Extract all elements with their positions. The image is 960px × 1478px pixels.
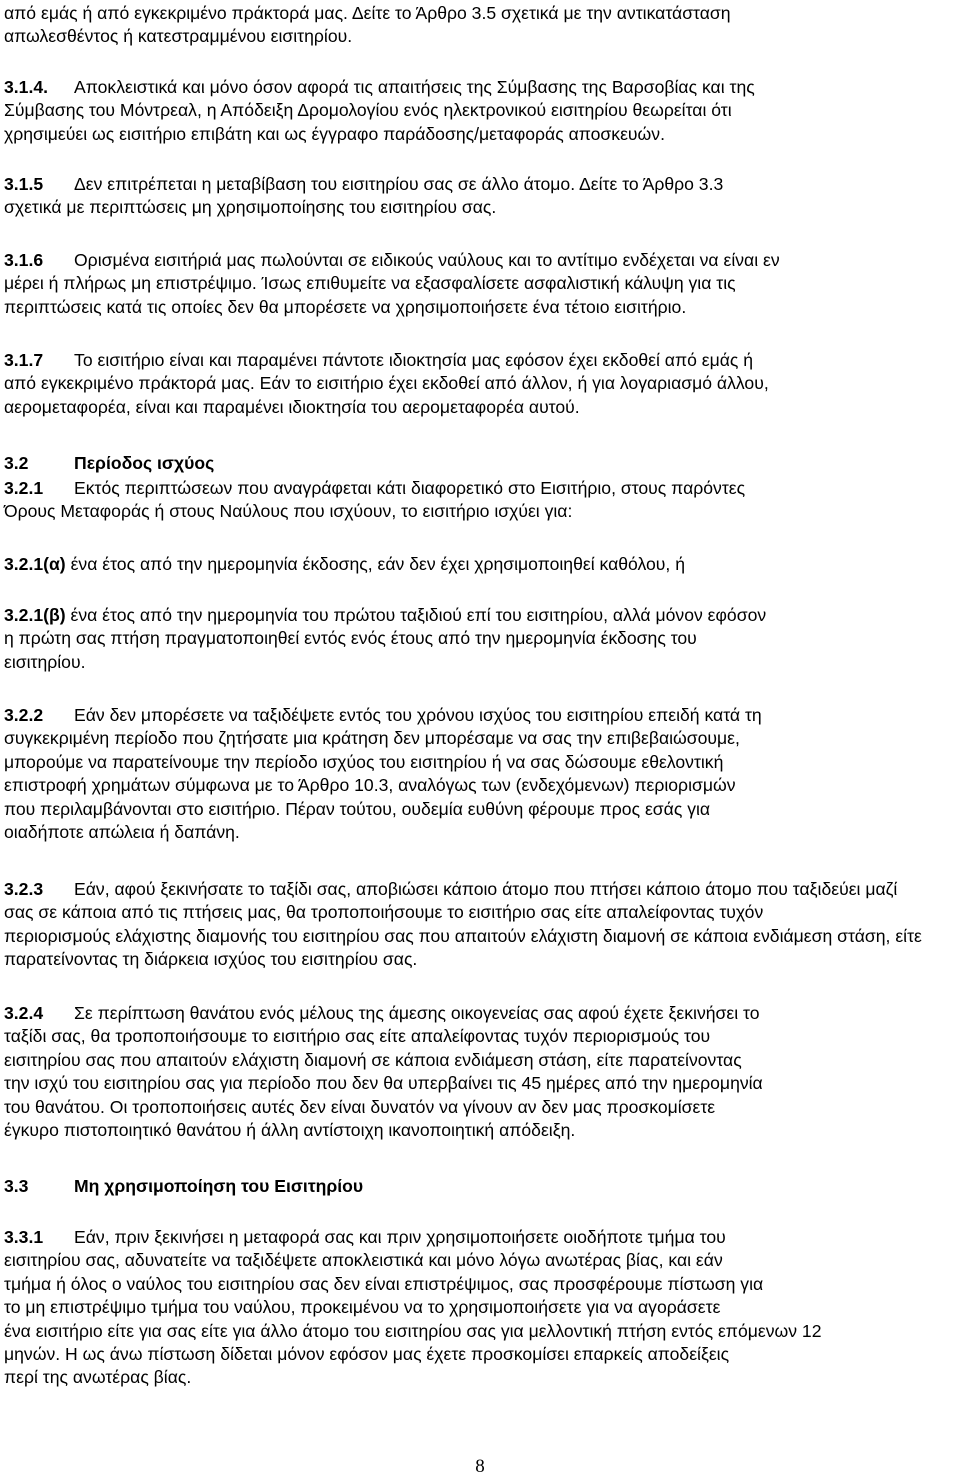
text-line: το μη επιστρέψιμο τμήμα του ναύλου, προκειμένου να το χρησιμοποιήσετε για να αγοράσετε xyxy=(4,1297,721,1318)
text-line: Εάν, πριν ξεκινήσει η μεταφορά σας και πριν χρησιμοποιήσετε οιοδήποτε τμήμα του xyxy=(74,1227,726,1247)
text-line: Σύμβασης του Μόντρεαλ, η Απόδειξη Δρομολογίου ενός ηλεκτρονικού εισιτηρίου θεωρείται ότι xyxy=(4,100,732,121)
text-line: Εάν δεν μπορέσετε να ταξιδέψετε εντός του χρόνου ισχύος του εισιτηρίου επειδή κατά τη xyxy=(74,705,762,725)
clause-number: 3.2.4 xyxy=(4,1003,44,1023)
paragraph-continuation xyxy=(4,2,954,49)
clause-number: 3.2.1 xyxy=(4,478,44,498)
text-line: η πρώτη σας πτήση πραγματοποιηθεί εντός ενός έτους από την ημερομηνία έκδοσης του xyxy=(4,628,697,649)
text-line: οιαδήποτε απώλεια ή δαπάνη. xyxy=(4,822,240,843)
section-heading-3-2 xyxy=(4,452,954,475)
text-line: περιορισμούς ελάχιστης διαμονής του εισιτηρίου σας που απαιτούν ελάχιστη διαμονή σε κάποια ενδιάμεση στάση, είτε xyxy=(4,925,922,946)
text-line: ένα έτος από την ημερομηνία του πρώτου ταξιδιού επί του εισιτηρίου, αλλά μόνον εφόσον xyxy=(70,605,767,625)
text-line: εισιτηρίου σας, αδυνατείτε να ταξιδέψετε αποκλειστικά και μόνο λόγω ανωτέρας βίας, και εάν xyxy=(4,1250,723,1271)
text-line: μπορούμε να παρατείνουμε την περίοδο ισχύος του εισιτηρίου ή να σας δώσουμε εθελοντική xyxy=(4,751,724,772)
text-line: σχετικά με περιπτώσεις μη χρησιμοποίησης του εισιτηρίου σας. xyxy=(4,197,497,218)
text-line: έγκυρο πιστοποιητικό θανάτου ή άλλη αντίστοιχη ικανοποιητική απόδειξη. xyxy=(4,1120,576,1141)
text-line: σας σε κάποια από τις πτήσεις μας, θα τροποποιήσουμε το εισιτήριο σας είτε απαλείφοντας τυχόν xyxy=(4,902,764,923)
text-line: Εάν, αφού ξεκινήσατε το ταξίδι σας, αποβιώσει κάποιο άτομο που πτήσει κάποιο άτομο που ταξιδεύει μαζί xyxy=(74,879,898,899)
clause-number: 3.2.2 xyxy=(4,705,44,725)
section-title: Περίοδος ισχύος xyxy=(74,453,215,473)
text-line: εισιτηρίου. xyxy=(4,651,86,672)
clause-3-1-7 xyxy=(4,349,954,419)
text-line: ένα έτος από την ημερομηνία έκδοσης, εάν δεν έχει χρησιμοποιηθεί καθόλου, ή xyxy=(70,554,685,574)
text-line: χρησιμεύει ως εισιτήριο επιβάτη και ως έγγραφο παράδοσης/μεταφοράς αποσκευών. xyxy=(4,123,665,144)
text-line: συγκεκριμένη περίοδο που ζητήσατε μια κράτηση δεν μπορέσαμε να σας την επιβεβαιώσουμε, xyxy=(4,728,740,749)
clause-3-3-1 xyxy=(4,1226,954,1390)
clause-number: 3.1.7 xyxy=(4,350,44,370)
text-line: του θανάτου. Οι τροποποιήσεις αυτές δεν είναι δυνατόν να γίνουν αν δεν μας προσκομίσετε xyxy=(4,1096,716,1117)
text-line: Ορισμένα εισιτήριά μας πωλούνται σε ειδικούς ναύλους και το αντίτιμο ενδέχεται να είναι εν xyxy=(74,250,780,270)
text-line: ένα εισιτήριο είτε για σας είτε για άλλο άτομο του εισιτηρίου σας για μελλοντική πτήση εντός επόμενων 12 xyxy=(4,1320,822,1341)
section-number: 3.3 xyxy=(4,1176,29,1196)
text-line: παρατείνοντας τη διάρκεια ισχύος του εισιτηρίου σας. xyxy=(4,949,418,970)
clause-3-1-6 xyxy=(4,249,954,319)
clause-3-2-1-a xyxy=(4,553,954,576)
text-line: απωλεσθέντος ή κατεστραμμένου εισιτηρίου. xyxy=(4,26,353,47)
text-line: από εγκεκριμένο πράκτορά μας. Εάν το εισιτήριο έχει εκδοθεί από άλλον, ή για λογαριασμό άλλου, xyxy=(4,373,769,394)
text-line: Σε περίπτωση θανάτου ενός μέλους της άμεσης οικογενείας σας αφού έχετε ξεκινήσει το xyxy=(74,1003,760,1023)
text-line: μέρει ή πλήρως μη επιστρέψιμο. Ίσως επιθυμείτε να εξασφαλίσετε ασφαλιστική κάλυψη για τις xyxy=(4,273,736,294)
text-line: περιπτώσεις κατά τις οποίες δεν θα μπορέσετε να χρησιμοποιήσετε ένα τέτοιο εισιτήριο. xyxy=(4,296,687,317)
clause-3-2-1-b xyxy=(4,604,954,674)
section-number: 3.2 xyxy=(4,453,29,473)
text-line: που περιλαμβάνονται στο εισιτήριο. Πέραν τούτου, ουδεμία ευθύνη φέρουμε προς εσάς για xyxy=(4,798,711,819)
text-line: μηνών. Η ως άνω πίστωση δίδεται μόνον εφόσον μας έχετε προσκομίσει επαρκείς αποδείξεις xyxy=(4,1344,730,1365)
text-line: περί της ανωτέρας βίας. xyxy=(4,1367,192,1388)
text-line: Δεν επιτρέπεται η μεταβίβαση του εισιτηρίου σας σε άλλο άτομο. Δείτε το Άρθρο 3.3 xyxy=(74,174,724,194)
text-line: Αποκλειστικά και μόνο όσον αφορά τις απαιτήσεις της Σύμβασης της Βαρσοβίας και της xyxy=(74,77,755,97)
clause-number: 3.1.4. xyxy=(4,77,49,97)
text-line: αερομεταφορέα, είναι και παραμένει ιδιοκτησία του αερομεταφορέα αυτού. xyxy=(4,396,580,417)
page-number: 8 xyxy=(475,1456,485,1477)
clause-3-1-5 xyxy=(4,173,954,220)
clause-number: 3.2.1(α) xyxy=(4,554,66,574)
text-line: Το εισιτήριο είναι και παραμένει πάντοτε ιδιοκτησία μας εφόσον έχει εκδοθεί από εμάς ή xyxy=(74,350,754,370)
clause-number: 3.3.1 xyxy=(4,1227,44,1247)
clause-3-2-1 xyxy=(4,477,954,524)
clause-3-2-3 xyxy=(4,878,954,972)
text-line: επιστροφή χρημάτων σύμφωνα με το Άρθρο 10.3, αναλόγως των (ενδεχόμενων) περιορισμών xyxy=(4,775,736,796)
clause-number: 3.1.5 xyxy=(4,174,44,194)
text-line: εισιτηρίου σας που απαιτούν ελάχιστη διαμονή σε κάποια ενδιάμεση στάση, είτε παρατείνοντας xyxy=(4,1049,742,1070)
text-line: ταξίδι σας, θα τροποποιήσουμε το εισιτήριο σας είτε απαλείφοντας τυχόν περιορισμούς του xyxy=(4,1026,711,1047)
clause-3-2-2 xyxy=(4,704,954,844)
clause-number: 3.2.1(β) xyxy=(4,605,66,625)
text-line: την ισχύ του εισιτηρίου σας για περίοδο που δεν θα υπερβαίνει τις 45 ημέρες από την ημερομηνία xyxy=(4,1073,763,1094)
section-heading-3-3 xyxy=(4,1175,954,1198)
clause-3-2-4 xyxy=(4,1002,954,1142)
text-line: Όρους Μεταφοράς ή στους Ναύλους που ισχύουν, το εισιτήριο ισχύει για: xyxy=(4,501,573,522)
text-line: τμήμα ή όλος ο ναύλος του εισιτηρίου σας δεν είναι επιστρέψιμος, σας προσφέρουμε πίστωση για xyxy=(4,1273,764,1294)
clause-number: 3.2.3 xyxy=(4,879,44,899)
clause-number: 3.1.6 xyxy=(4,250,44,270)
section-title: Μη χρησιμοποίηση του Εισιτηρίου xyxy=(74,1176,364,1196)
text-line: Εκτός περιπτώσεων που αναγράφεται κάτι διαφορετικό στο Εισιτήριο, στους παρόντες xyxy=(74,478,746,498)
clause-3-1-4 xyxy=(4,76,954,146)
text-line: από εμάς ή από εγκεκριμένο πράκτορά μας. Δείτε το Άρθρο 3.5 σχετικά με την αντικατάσταση xyxy=(4,3,731,23)
